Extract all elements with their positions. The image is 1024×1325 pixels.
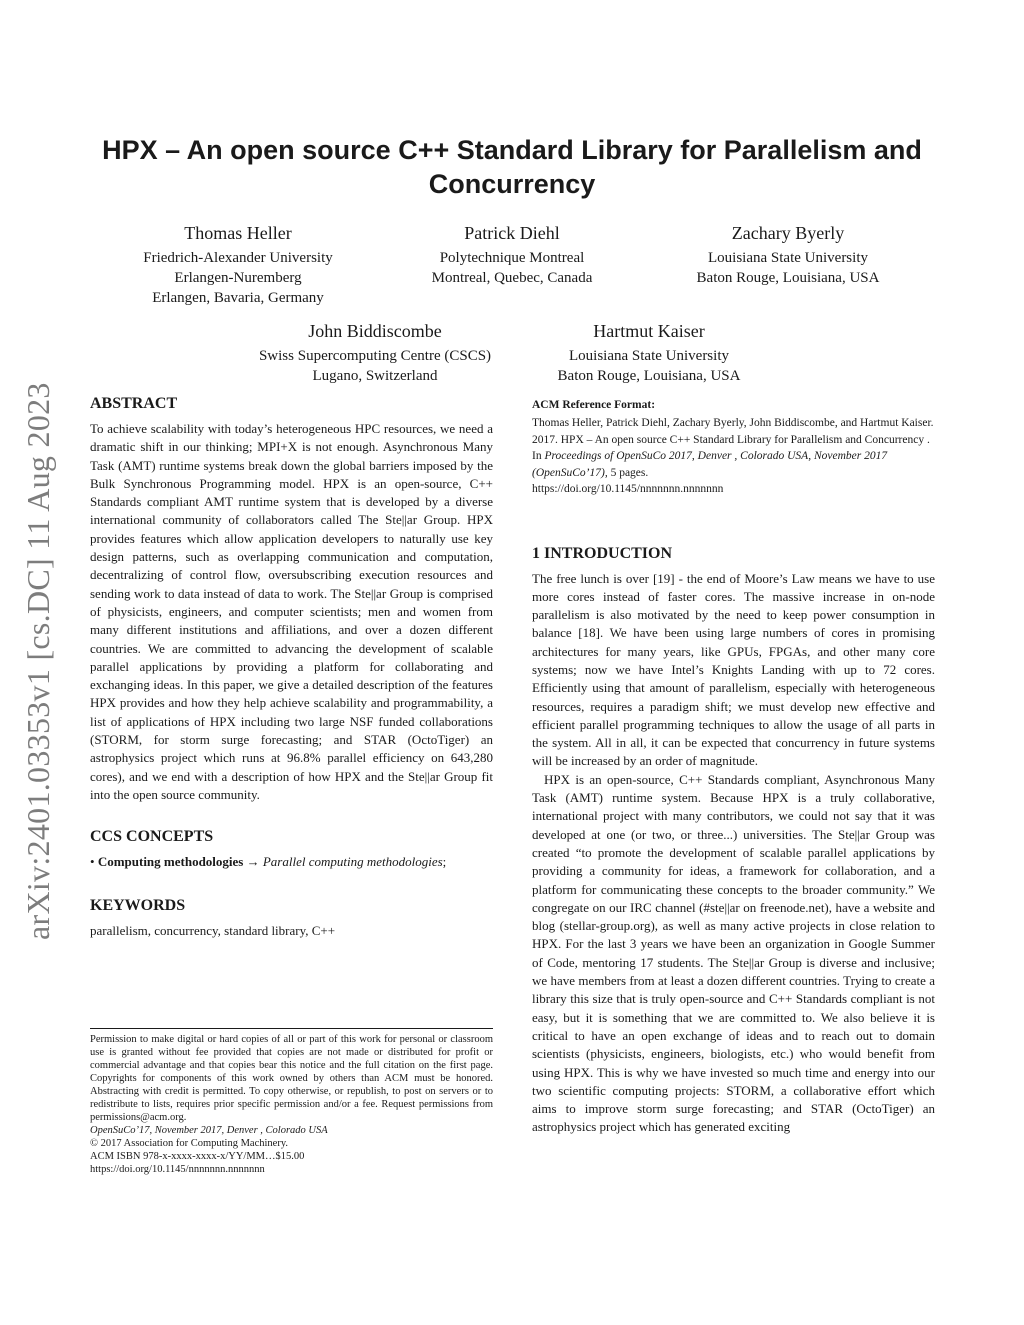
author-affiliation: Baton Rouge, Louisiana, USA xyxy=(557,368,741,384)
author-affiliation: Erlangen, Bavaria, Germany xyxy=(152,290,324,306)
ccs-end: ; xyxy=(442,854,447,870)
left-column xyxy=(90,394,493,940)
acm-reference-heading: ACM Reference Format: xyxy=(532,399,656,411)
author-affiliation: Swiss Supercomputing Centre (CSCS) xyxy=(258,348,492,364)
footer-rule xyxy=(90,1028,493,1029)
introduction-paragraph: HPX is an open-source, C++ Standards compliant, Asynchronous Many Task (AMT) runtime system. Because HPX is a truly collaborative, international project with many contributors, we could not say that it was developed at one (or two, or three...) universities. The Ste||ar Group was created “to promote the development of scalable parallel applications by providing a community for ideas, a framework for collaboration, and a platform for communicating these concepts to the broader community.” We congregate on our IRC channel (#ste||ar on freenode.net), have a website and blog (stellar-group.org), as well as many active projects in close relation to HPX. For the last 3 years we have been an organization in Google Summer of Code, mentoring 17 students. The Ste||ar Group is diverse and inclusive; we have members from at least a dozen different countries. Trying to create a library this size that is truly open-source and C++ Standards compliant is not easy, but it is something that we are committed to. We also believe it is critical to have an open exchange of ideas and to reach out to domain scientists (physicists, engineers, biologists, etc.) who would benefit from using HPX. This is why we have invested so much time and energy into our two scientific computing projects: STORM, a collaborative effort which aims to improve storm surge forecasting; and STAR (OctoTiger) an astrophysics project which has generated exciting xyxy=(532,771,935,1135)
isbn-line: ACM ISBN 978-x-xxxx-xxxx-x/YY/MM…$15.00 xyxy=(90,1151,305,1162)
ccs-subconcept: Parallel computing methodologies xyxy=(262,854,443,870)
acm-reference-text xyxy=(532,415,935,481)
author-affiliation: Louisiana State University xyxy=(569,348,729,364)
abstract-heading: ABSTRACT xyxy=(90,395,178,412)
acm-reference-authors: Thomas Heller, Patrick Diehl, Zachary Byerly, John Biddiscombe, and Hartmut Kaiser. 2017. HPX – An open source C++ Standard Library for Parallelism and Concurrency . In xyxy=(532,417,934,462)
abstract-text: To achieve scalability with today’s heterogeneous HPC resources, we need a dramatic shift in our thinking; MPI+X is not enough. Asynchronous Many Task (AMT) runtime systems break down the global barriers imposed by the Bulk Synchronous Programming model. HPX is an open-source, C++ Standards compliant AMT runtime system that is developed by a diverse international community of collaborators called The Ste||ar Group. HPX provides features which allow application developers to naturally use key design patterns, such as overlapping communication and computation, decentralizing of control flow, oversubscribing execution resources and sending work to data instead of data to work. The Ste||ar Group is comprised of physicists, engineers, and computer scientists; men and women from many different institutions and affiliations, and over a dozen different countries. We are committed to advancing the development of scalable parallel applications by providing a platform for collaborating and exchanging ideas. In this paper, we give a detailed description of the features HPX provides and how they help achieve scalability and programmability, a list of applications of HPX including two large NSF funded collaborations (STORM, for storm surge forecasting; and STAR (OctoTiger) an astrophysics project which runs at 96.8% parallel efficiency on 643,280 cores), and we end with a description of how HPX and the Ste||ar Group fit into the open source community. xyxy=(90,421,493,802)
author-block xyxy=(534,318,764,386)
arxiv-stamp: arXiv:2401.03353v1 [cs.DC] 11 Aug 2023 xyxy=(20,382,56,940)
acm-reference-doi[interactable]: https://doi.org/10.1145/nnnnnnn.nnnnnnn xyxy=(532,483,724,495)
paper-title: HPX – An open source C++ Standard Library for Parallelism and Concurrency xyxy=(102,135,922,199)
permission-text: Permission to make digital or hard copies of all or part of this work for personal or classroom use is granted without fee provided that copies are not made or distributed for profit or commercial advantage and that copies bear this notice and the full citation on the first page. Copyrights for components of this work owned by others than ACM must be honored. Abstracting with credit is permitted. To copy otherwise, or republish, to post on servers or to redistribute to lists, requires prior specific permission and/or a fee. Request permissions from permissions@acm.org. xyxy=(90,1034,493,1123)
author-affiliation: Erlangen-Nuremberg xyxy=(174,270,302,286)
acm-reference-proceedings: Proceedings of OpenSuCo 2017, Denver , Colorado USA, November 2017 (OpenSuCo’17), xyxy=(532,450,888,479)
author-affiliation: Friedrich-Alexander University xyxy=(143,250,333,266)
author-affiliation: Lugano, Switzerland xyxy=(312,368,438,384)
introduction-paragraph: The free lunch is over [19] - the end of Moore’s Law means we have to use more cores instead of faster cores. The massive increase in on-node parallelism is also motivated by the need to keep power consumption in balance [18]. We have been using large numbers of cores in promising architectures for many years, like GPUs, FPGAs, and other many core systems; now we have Intel’s Knights Landing with up to 72 cores. Efficiently using that amount of parallelism, especially with heterogeneous resources, requires a paradigm shift; we must develop new effective and efficient parallel programming techniques to allow the usage of all parts in the system. All in all, it can be expected that concurrency in future systems will be increased by an order of magnitude. xyxy=(532,570,935,769)
author-name: Hartmut Kaiser xyxy=(593,321,705,341)
author-affiliation: Montreal, Quebec, Canada xyxy=(431,270,593,286)
copyright-line: © 2017 Association for Computing Machinery. xyxy=(90,1138,289,1149)
author-affiliation: Louisiana State University xyxy=(708,250,868,266)
author-name: John Biddiscombe xyxy=(308,321,442,341)
author-block xyxy=(668,220,908,288)
ccs-heading: CCS CONCEPTS xyxy=(90,828,214,846)
author-name: Zachary Byerly xyxy=(731,223,845,243)
introduction-heading: 1 INTRODUCTION xyxy=(532,544,673,562)
ccs-concept: Computing methodologies xyxy=(97,854,244,870)
author-affiliation: Polytechnique Montreal xyxy=(439,250,585,266)
doi-line: https://doi.org/10.1145/nnnnnnn.nnnnnnn xyxy=(90,1164,265,1175)
author-name: Patrick Diehl xyxy=(464,223,560,243)
author-block xyxy=(118,220,358,308)
author-block xyxy=(402,220,622,288)
author-name: Thomas Heller xyxy=(184,223,292,243)
keywords-heading: KEYWORDS xyxy=(90,896,186,914)
author-block xyxy=(235,318,515,386)
permission-block xyxy=(90,1028,493,1176)
venue-line: OpenSuCo’17, November 2017, Denver , Colorado USA xyxy=(90,1125,328,1136)
ccs-arrow: → xyxy=(246,854,260,870)
keywords-text: parallelism, concurrency, standard library, C++ xyxy=(90,922,336,938)
author-affiliation: Baton Rouge, Louisiana, USA xyxy=(696,270,880,286)
ccs-concepts xyxy=(90,853,493,871)
ccs-bullet: • xyxy=(90,854,95,870)
acm-reference-pages: 5 pages. xyxy=(607,466,649,479)
right-column xyxy=(532,397,935,1137)
